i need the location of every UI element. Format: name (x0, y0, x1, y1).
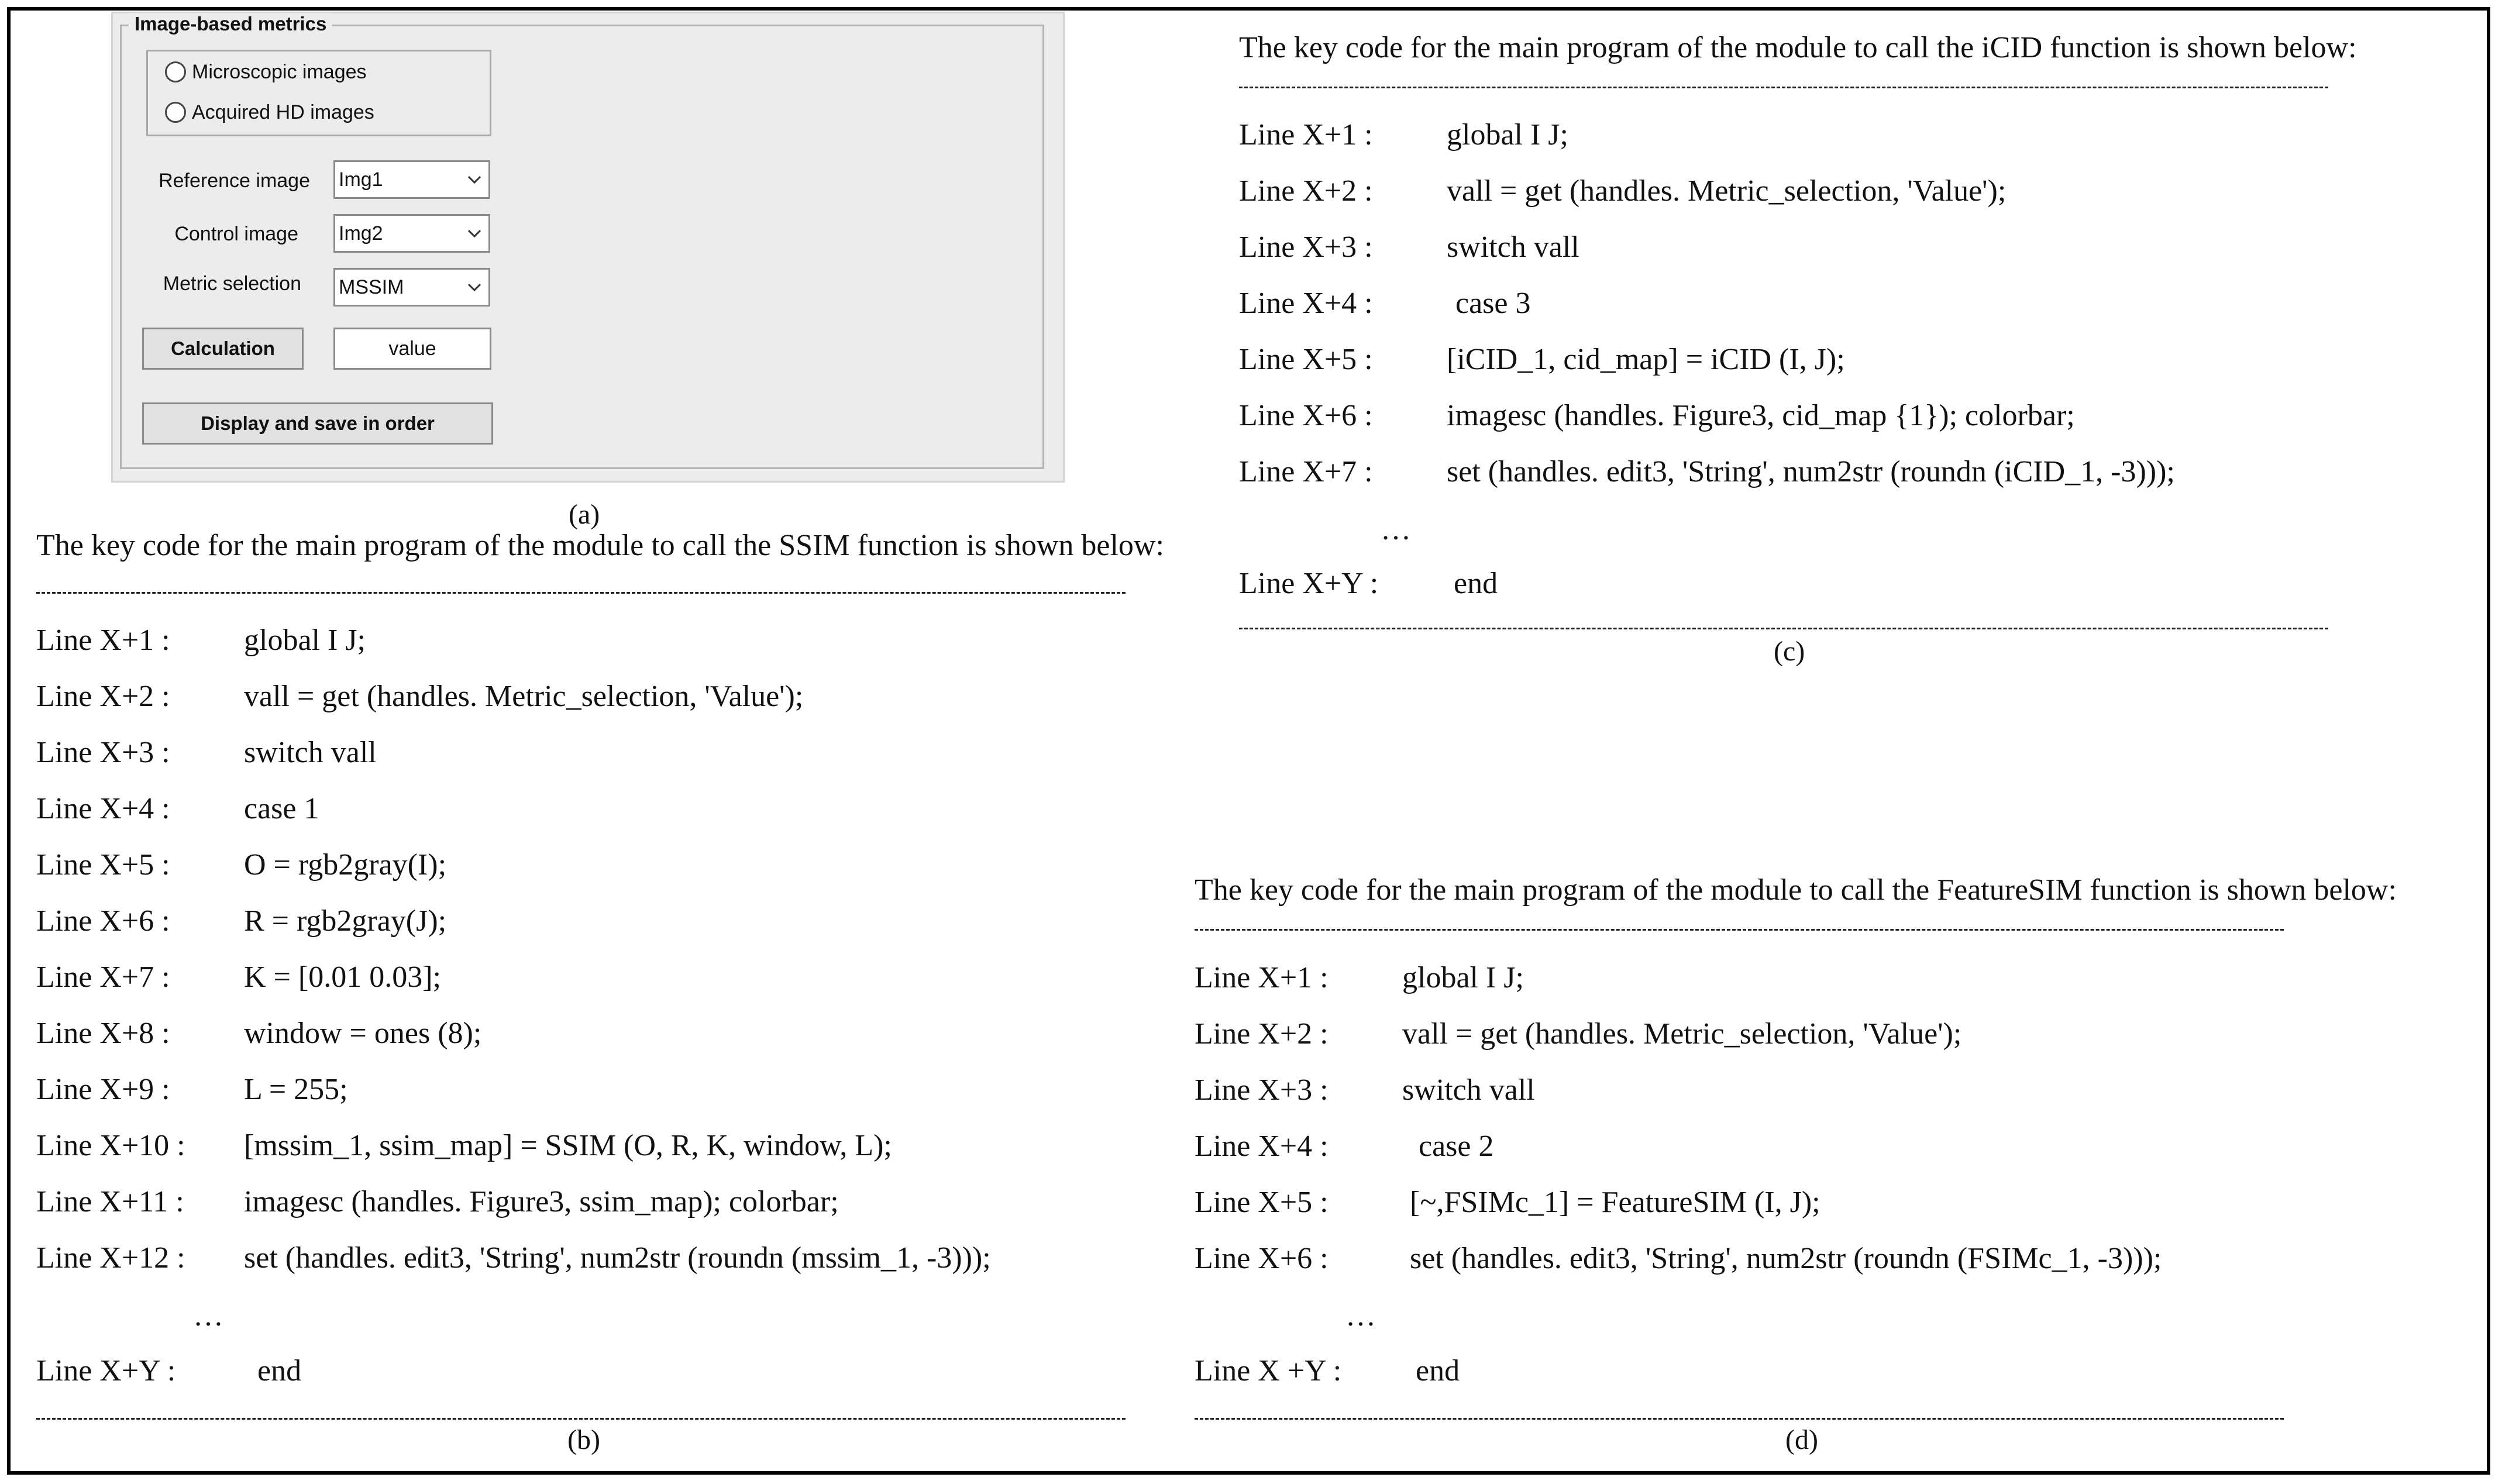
code-line-label: Line X+5 : (1195, 1186, 1329, 1219)
code-line-label: Line X+10 : (36, 1129, 185, 1162)
radio-microscopic-images[interactable] (165, 59, 367, 85)
control-image-value: Img2 (339, 222, 383, 245)
radio-circle-icon[interactable] (165, 102, 186, 123)
caption-b: (b) (567, 1424, 600, 1455)
code-line-text: end (1454, 567, 1498, 600)
code-line-label: Line X+3 : (36, 736, 170, 769)
code-line-text: vall = get (handles. Metric_selection, 'Value'); (1402, 1017, 1962, 1051)
code-line-text: vall = get (handles. Metric_selection, 'Value'); (1447, 174, 2007, 208)
code-line-label: Line X+9 : (36, 1073, 170, 1106)
panel-b-bottom-rule (36, 1418, 1126, 1420)
code-line-label: Line X+4 : (1239, 287, 1373, 320)
reference-image-value: Img1 (339, 168, 383, 191)
control-image-select[interactable] (333, 214, 490, 253)
panel-c-top-rule (1239, 87, 2328, 88)
code-line-label: Line X+2 : (36, 680, 170, 713)
code-line-text: global I J; (244, 624, 366, 657)
code-line-label: Line X+3 : (1239, 230, 1373, 264)
radio-label: Microscopic images (192, 60, 367, 83)
code-line-label: Line X+6 : (1239, 399, 1373, 432)
code-line-label: Line X+7 : (1239, 455, 1373, 488)
reference-image-select[interactable] (333, 160, 490, 199)
metric-selection-label: Metric selection (163, 273, 301, 295)
panel-b-top-rule (36, 592, 1126, 594)
code-line-label: Line X+5 : (1239, 343, 1373, 376)
panel-d-top-rule (1195, 929, 2284, 931)
metric-selection-value: MSSIM (339, 276, 404, 298)
code-line-text: [~,FSIMc_1] = FeatureSIM (I, J); (1410, 1186, 1820, 1219)
code-line-text: imagesc (handles. Figure3, ssim_map); colorbar; (244, 1185, 839, 1218)
radio-acquired-hd-images[interactable] (165, 99, 374, 125)
code-line-text: end (1416, 1354, 1460, 1387)
chevron-down-icon[interactable] (460, 162, 488, 197)
code-line-text: global I J; (1447, 118, 1568, 152)
code-line-text: set (handles. edit3, 'String', num2str (roundn (iCID_1, -3))); (1447, 455, 2175, 488)
code-line-text: vall = get (handles. Metric_selection, 'Value'); (244, 680, 804, 713)
code-line-label: Line X+6 : (36, 904, 170, 938)
code-line-text: case 1 (244, 792, 319, 825)
value-field[interactable]: value (333, 328, 491, 370)
code-line-label: Line X+2 : (1195, 1017, 1329, 1051)
calculation-button[interactable]: Calculation (142, 328, 304, 370)
code-line-label: Line X+Y : (36, 1354, 176, 1387)
code-line-label: Line X+2 : (1239, 174, 1373, 208)
code-line-label: Line X+6 : (1195, 1242, 1329, 1275)
code-line-label: Line X+3 : (1195, 1073, 1329, 1107)
panel-d-intro: The key code for the main program of the module to call the FeatureSIM function is shown below: (1195, 873, 2397, 907)
code-line-text: O = rgb2gray(I); (244, 848, 447, 882)
chevron-down-icon[interactable] (460, 216, 488, 251)
radio-label: Acquired HD images (192, 101, 374, 123)
code-line-label: Line X+4 : (1195, 1130, 1329, 1163)
panel-c-bottom-rule (1239, 628, 2328, 629)
control-image-label: Control image (174, 223, 298, 245)
caption-a: (a) (569, 499, 600, 530)
code-line-label: Line X+1 : (1239, 118, 1373, 152)
caption-d: (d) (1785, 1424, 1818, 1455)
code-line-text: set (handles. edit3, 'String', num2str (roundn (mssim_1, -3))); (244, 1241, 991, 1275)
code-line-label: Line X +Y : (1195, 1354, 1342, 1387)
code-line-text: switch vall (244, 736, 377, 769)
code-line-text: case 3 (1455, 287, 1531, 320)
panel-c-intro: The key code for the main program of the module to call the iCID function is shown below: (1239, 31, 2357, 64)
display-and-save-button[interactable]: Display and save in order (142, 402, 493, 445)
code-line-text: switch vall (1402, 1073, 1535, 1107)
code-line-text: R = rgb2gray(J); (244, 904, 447, 938)
code-line-label: Line X+4 : (36, 792, 170, 825)
group-title: Image-based metrics (129, 13, 332, 35)
code-line-text: switch vall (1447, 230, 1579, 264)
code-line-text: K = [0.01 0.03]; (244, 960, 441, 994)
code-line-label: Line X+8 : (36, 1017, 170, 1050)
code-line-text: L = 255; (244, 1073, 348, 1106)
ellipsis: … (193, 1299, 223, 1332)
code-line-label: Line X+1 : (1195, 961, 1329, 994)
radio-circle-icon[interactable] (165, 61, 186, 82)
code-line-text: [mssim_1, ssim_map] = SSIM (O, R, K, window, L); (244, 1129, 892, 1162)
reference-image-label: Reference image (159, 170, 310, 192)
code-line-text: case 2 (1419, 1130, 1494, 1163)
ellipsis: … (1381, 513, 1411, 546)
code-line-text: global I J; (1402, 961, 1524, 994)
code-line-label: Line X+12 : (36, 1241, 185, 1275)
code-line-label: Line X+7 : (36, 960, 170, 994)
caption-c: (c) (1774, 636, 1805, 667)
panel-b-intro: The key code for the main program of the module to call the SSIM function is shown below: (36, 529, 1164, 562)
code-line-text: window = ones (8); (244, 1017, 482, 1050)
code-line-text: set (handles. edit3, 'String', num2str (roundn (FSIMc_1, -3))); (1410, 1242, 2162, 1275)
ellipsis: … (1345, 1299, 1376, 1332)
code-line-text: imagesc (handles. Figure3, cid_map {1}); colorbar; (1447, 399, 2075, 432)
metric-selection-select[interactable] (333, 268, 490, 307)
code-line-text: [iCID_1, cid_map] = iCID (I, J); (1447, 343, 1845, 376)
code-line-text: end (257, 1354, 302, 1387)
panel-d-bottom-rule (1195, 1418, 2284, 1420)
code-line-label: Line X+1 : (36, 624, 170, 657)
code-line-label: Line X+11 : (36, 1185, 184, 1218)
code-line-label: Line X+5 : (36, 848, 170, 882)
code-line-label: Line X+Y : (1239, 567, 1379, 600)
chevron-down-icon[interactable] (460, 270, 488, 305)
